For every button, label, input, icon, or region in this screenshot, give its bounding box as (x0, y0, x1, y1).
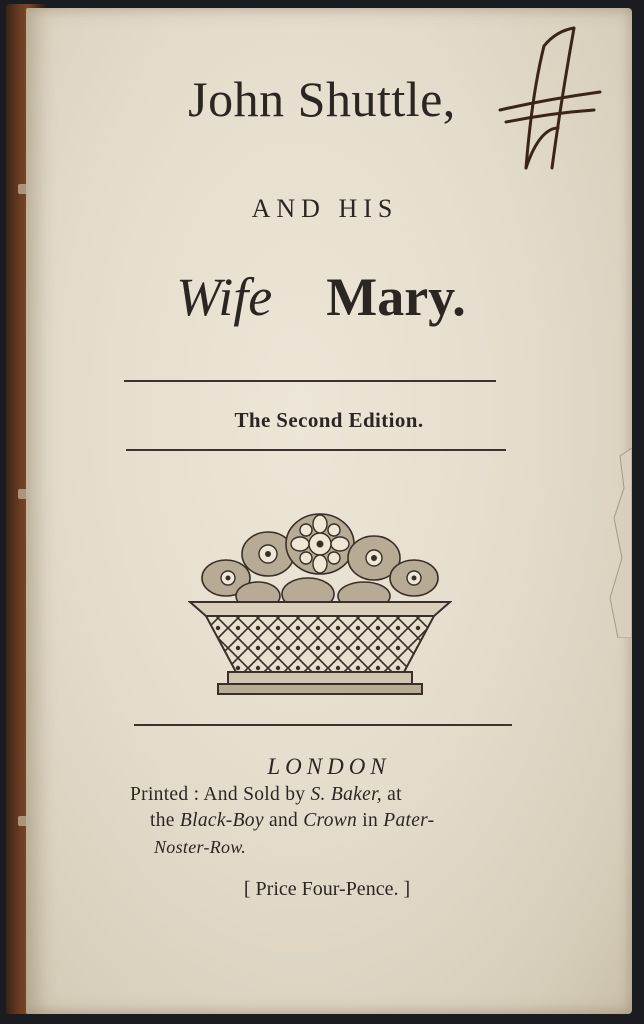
imprint-line-1 (130, 782, 402, 808)
imprint-noster-row: Noster-Row. (154, 837, 247, 857)
imprint-and: and (263, 810, 304, 831)
imprint-the: the (150, 810, 180, 831)
imprint-printed: Printed : And Sold by (130, 784, 311, 805)
edition-divider (126, 449, 506, 451)
title-page (26, 8, 632, 1014)
imprint-line-2 (150, 808, 434, 834)
title-wife: Wife (176, 267, 273, 327)
imprint-line-3 (154, 834, 246, 860)
top-divider (124, 380, 496, 382)
title-wife-mary-row (26, 266, 632, 328)
imprint-printer: S. Baker, (310, 784, 382, 805)
imprint-in: in (357, 810, 384, 831)
imprint-sign-crown: Crown (303, 810, 358, 831)
imprint-city: LONDON (267, 754, 391, 779)
title-john-shuttle: John Shuttle, (188, 71, 456, 127)
imprint-pater: Pater- (383, 810, 435, 831)
edition-line: The Second Edition. (234, 408, 424, 432)
imprint-divider (134, 724, 512, 726)
price-line: [ Price Four-Pence. ] (243, 878, 411, 900)
imprint-sign-black-boy: Black-Boy (179, 810, 264, 831)
imprint-at: at (381, 784, 402, 805)
title-and-his: AND HIS (251, 194, 399, 223)
torn-page-edge (600, 448, 632, 638)
flower-basket-woodcut (188, 498, 452, 704)
title-mary: Mary. (326, 267, 466, 327)
